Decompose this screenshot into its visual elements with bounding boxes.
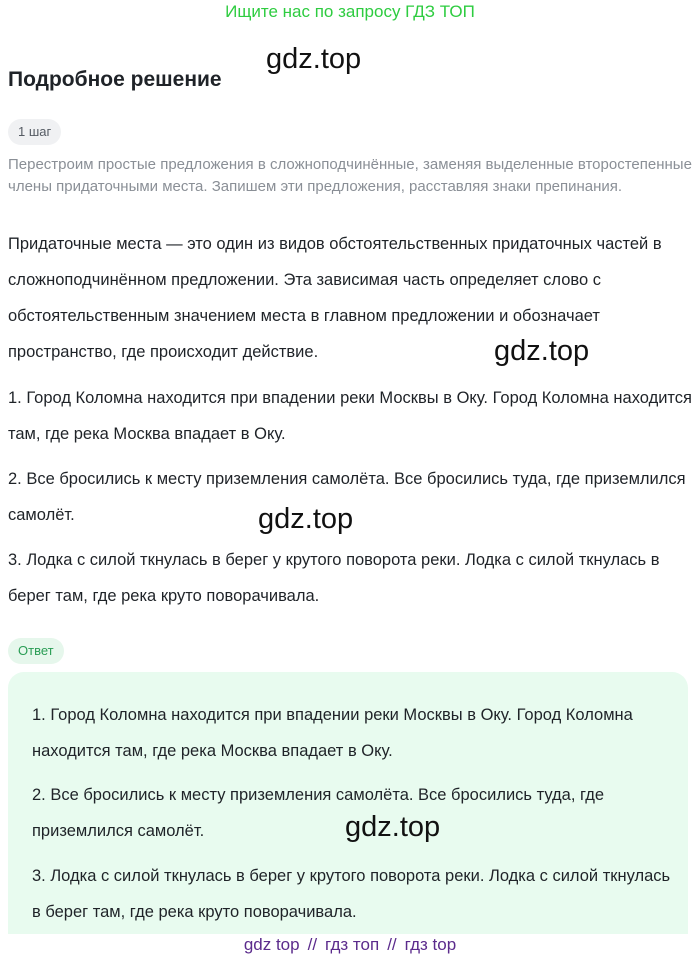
footer-link-gdz-top[interactable]: gdz top [243,935,300,954]
explanation-paragraph: Придаточные места — это один из видов обстоятельственных придаточных частей в сложноподчинённом предложении. Эта зависимая часть определяет слово с обстоятельственным значением места в главном предложении и обозначает пространство, где происходит действие. [8,235,662,361]
search-banner: Ищите нас по запросу ГДЗ ТОП [225,2,475,21]
answer-item-1: 1. Город Коломна находится при впадении реки Москвы в Оку. Город Коломна находится там, где река Москва впадает в Оку. [32,706,633,760]
footer-separator: // [387,935,397,954]
solution-item-1: 1. Город Коломна находится при впадении реки Москвы в Оку. Город Коломна находится там, где река Москва впадает в Оку. [8,389,692,443]
watermark: gdz.top [494,335,590,367]
footer-links [0,932,700,960]
step-hint: Перестроим простые предложения в сложноподчинённые, заменяя выделенные второстепенные члены придаточными места. Запишем эти предложения, расставляя знаки препинания. [8,156,692,195]
answer-badge: Ответ [8,638,64,664]
footer-link-gdz-top-ru[interactable]: гдз топ [325,935,380,954]
solution-item-2: 2. Все бросились к месту приземления самолёта. Все бросились туда, где приземлился самолёт. [8,470,686,524]
step-badge: 1 шаг [8,119,61,145]
solution-item-3: 3. Лодка с силой ткнулась в берег у крутого поворота реки. Лодка с силой ткнулась в берег там, где река круто поворачивала. [8,551,660,605]
watermark: gdz.top [258,503,354,535]
footer-link-gdz-top-mixed[interactable]: гдз top [404,935,457,954]
watermark: gdz.top [266,43,362,75]
footer-separator: // [307,935,318,954]
answer-item-3: 3. Лодка с силой ткнулась в берег у крутого поворота реки. Лодка с силой ткнулась в берег там, где река круто поворачивала. [32,867,671,921]
section-title: Подробное решение [8,68,222,91]
watermark: gdz.top [345,811,441,843]
answer-item-2: 2. Все бросились к месту приземления самолёта. Все бросились туда, где приземлился самолёт. [32,786,605,840]
